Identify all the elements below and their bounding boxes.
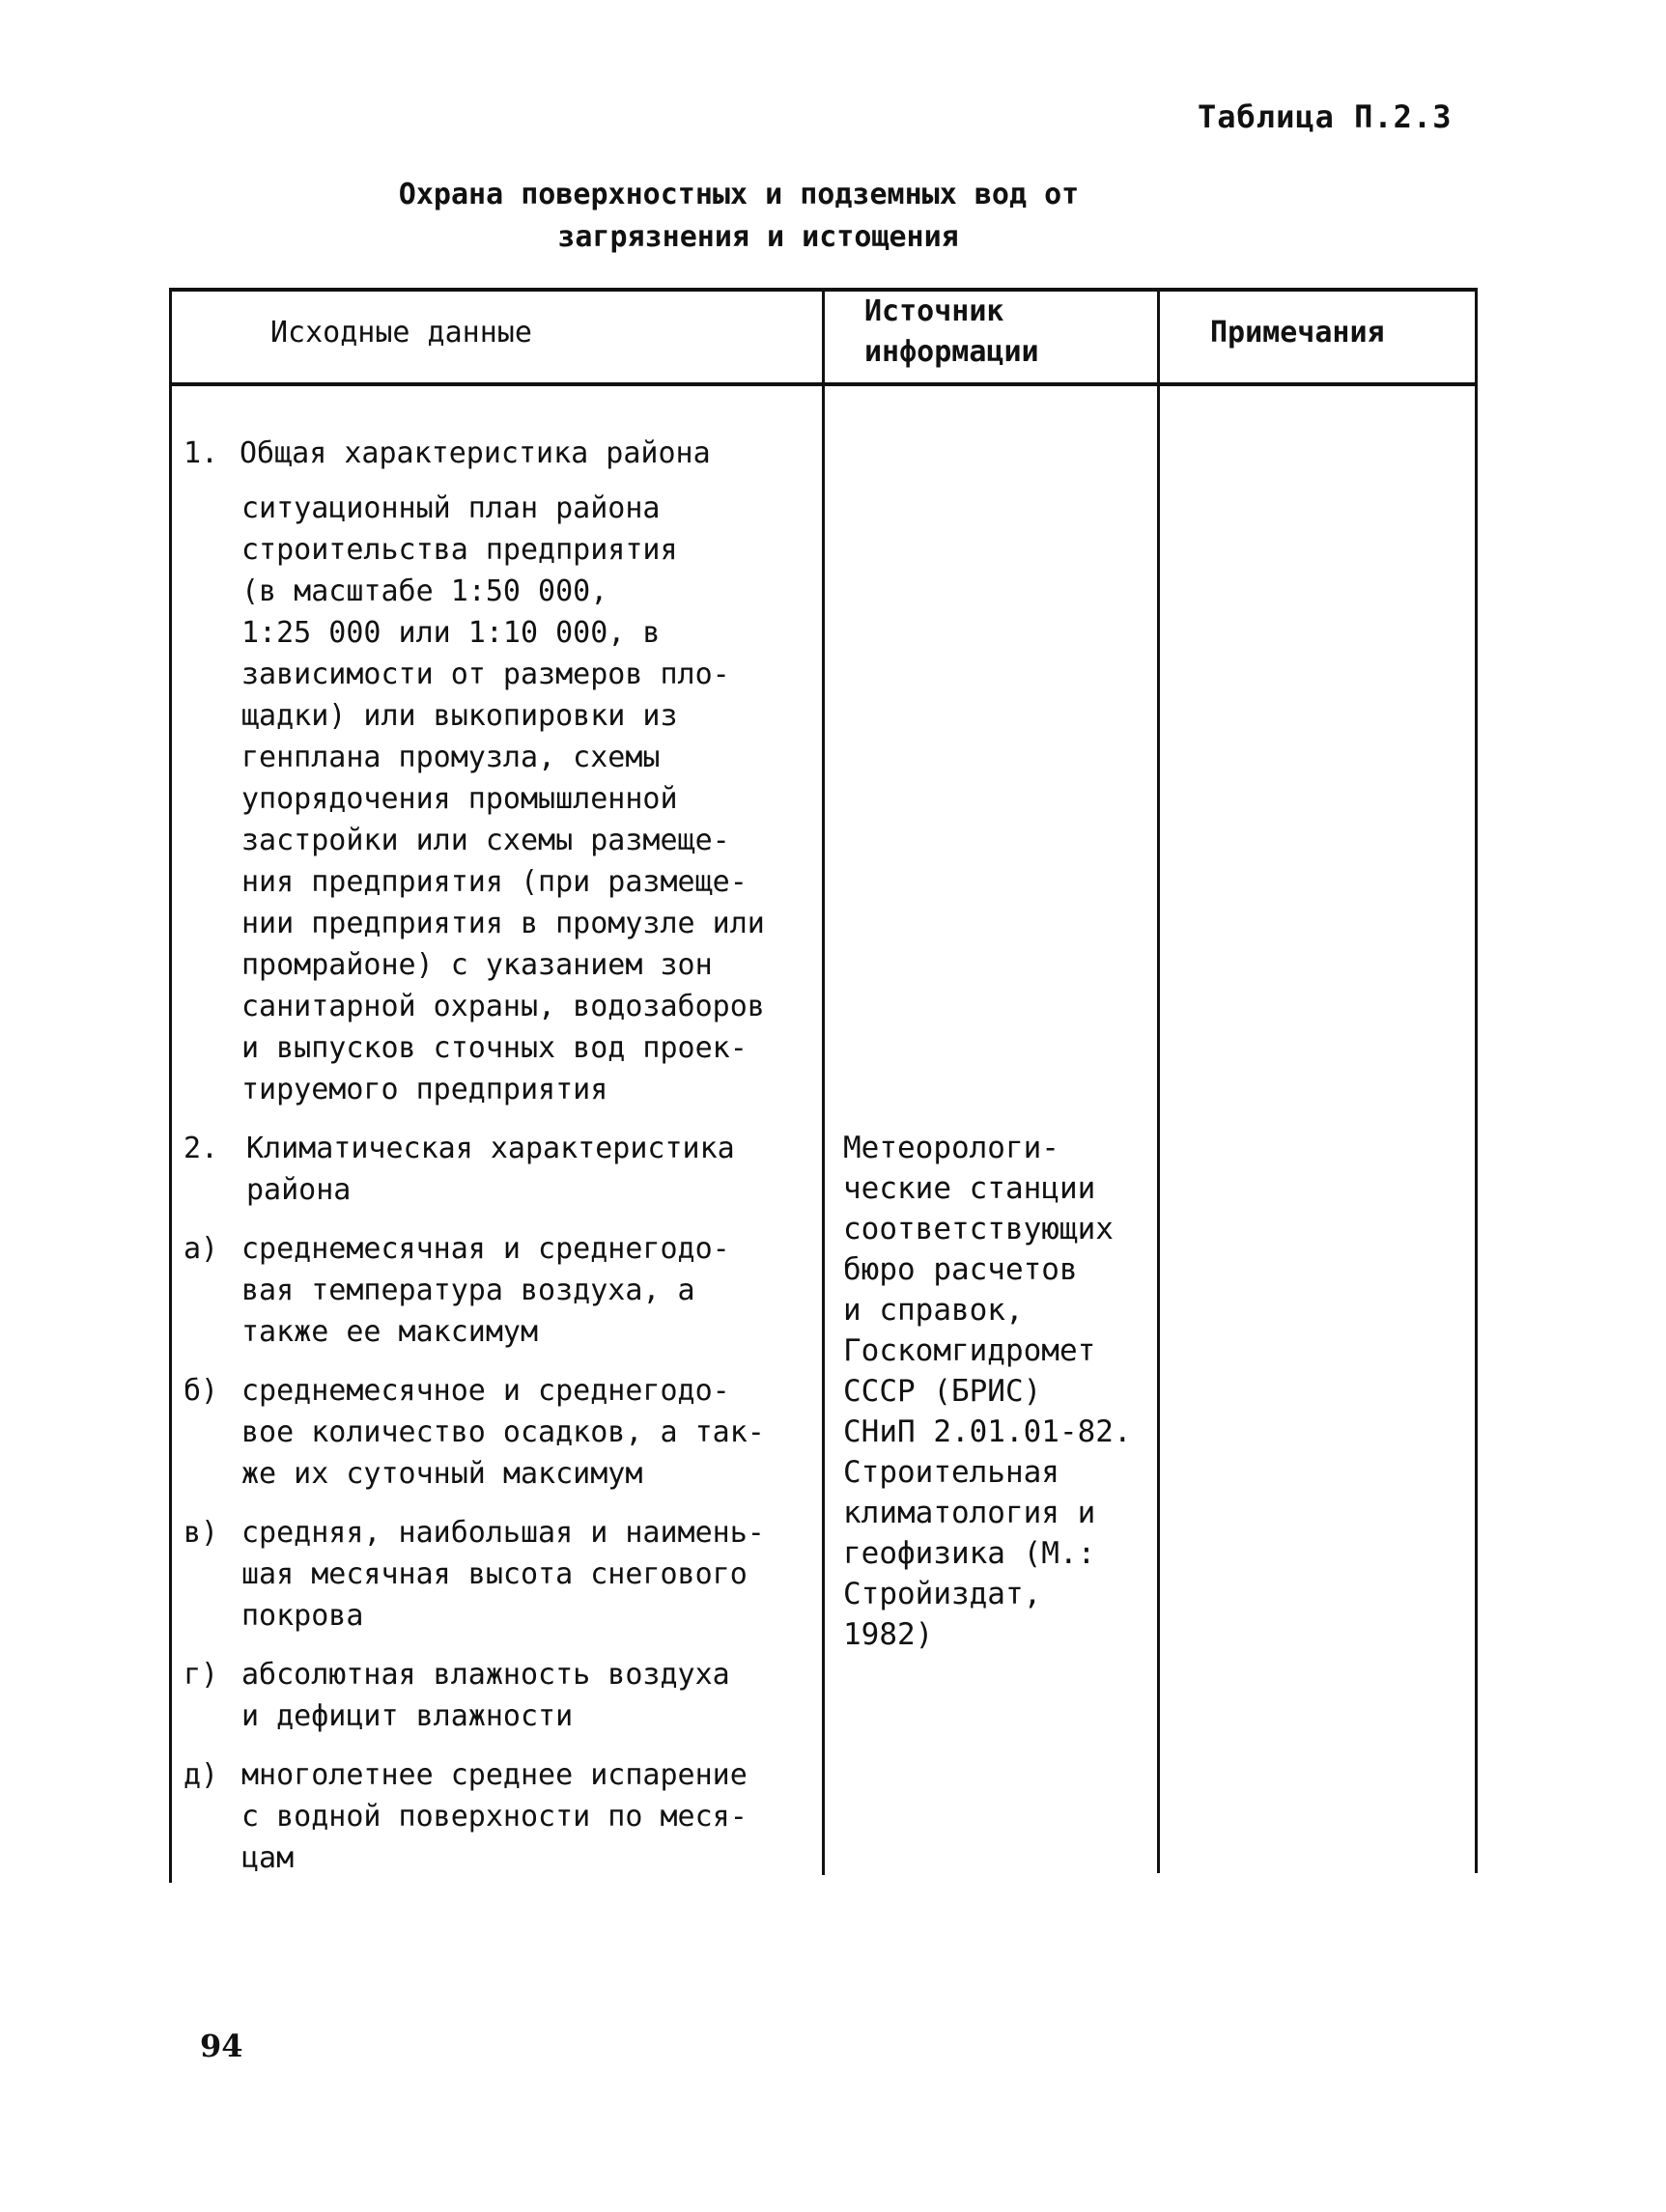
- list-item: [184, 1654, 821, 1737]
- title-line-2: загрязнения и истощения: [557, 220, 959, 254]
- table-right-border: [1475, 288, 1478, 1873]
- header-source-data: Исходные данные: [270, 316, 532, 350]
- header-information-source-line-2: информации: [864, 335, 1039, 369]
- header-notes: Примечания: [1210, 316, 1385, 350]
- header-information-source: [864, 292, 1039, 373]
- item-text: среднемесячное и среднегодо- вое количество осадков, а так- же их суточный максимум: [241, 1374, 765, 1491]
- item-text: ситуационный план района строительства предприятия (в масштабе 1:50 000, 1:25 000 или 1:10 000, в зависимости от размеров пло- щадки) или выкопировки из генплана промузла, схемы упорядочения промышленной застройки или схемы размеще- ния предприятия (при размеще- нии предприятия в промузле или промрайоне) с указанием зон санитарной охраны, водозаборов и выпусков сточных вод проек- тируемого предприятия: [241, 491, 765, 1106]
- item-marker: д): [184, 1758, 219, 1792]
- table-title: [290, 174, 1188, 259]
- page-number: 94: [200, 2028, 243, 2064]
- item-heading: Климатическая характеристика района: [246, 1132, 735, 1207]
- item-text: многолетнее среднее испарение с водной поверхности по меся- цам: [241, 1758, 748, 1875]
- item-marker: в): [184, 1516, 219, 1550]
- item-text: среднемесячная и среднегодо- вая температура воздуха, а также ее максимум: [241, 1232, 730, 1349]
- item-marker: а): [184, 1232, 219, 1266]
- item-text: абсолютная влажность воздуха и дефицит влажности: [241, 1658, 730, 1733]
- column-divider-1: [822, 288, 825, 1875]
- header-information-source-line-1: Источник: [864, 294, 1004, 328]
- list-item: [184, 1128, 821, 1211]
- table-label: Таблица П.2.3: [1198, 98, 1453, 135]
- item-heading: Общая характеристика района: [240, 436, 711, 470]
- item-number: 1.: [184, 436, 219, 470]
- source-data-column: [184, 433, 821, 1879]
- list-item: [184, 1512, 821, 1637]
- list-item: [184, 1754, 821, 1879]
- item-marker: б): [184, 1374, 219, 1408]
- information-source-column: [843, 1128, 1172, 1655]
- list-item: [184, 1228, 821, 1353]
- title-line-1: Охрана поверхностных и подземных вод от: [398, 178, 1080, 211]
- list-item: [184, 1370, 821, 1495]
- item-number: 2.: [184, 1132, 219, 1165]
- item-text: средняя, наибольшая и наимень- шая месячная высота снегового покрова: [241, 1516, 765, 1633]
- list-item: [184, 488, 821, 1110]
- list-item: [184, 433, 821, 474]
- information-source-text: Метеорологи- ческие станции соответствующих бюро расчетов и справок, Госкомгидромет СССР (БРИС) СНиП 2.01.01-82. Строительная климатология и геофизика (М.: Стройиздат, 1982): [843, 1131, 1132, 1652]
- item-marker: г): [184, 1658, 219, 1692]
- table-left-border: [169, 288, 172, 1883]
